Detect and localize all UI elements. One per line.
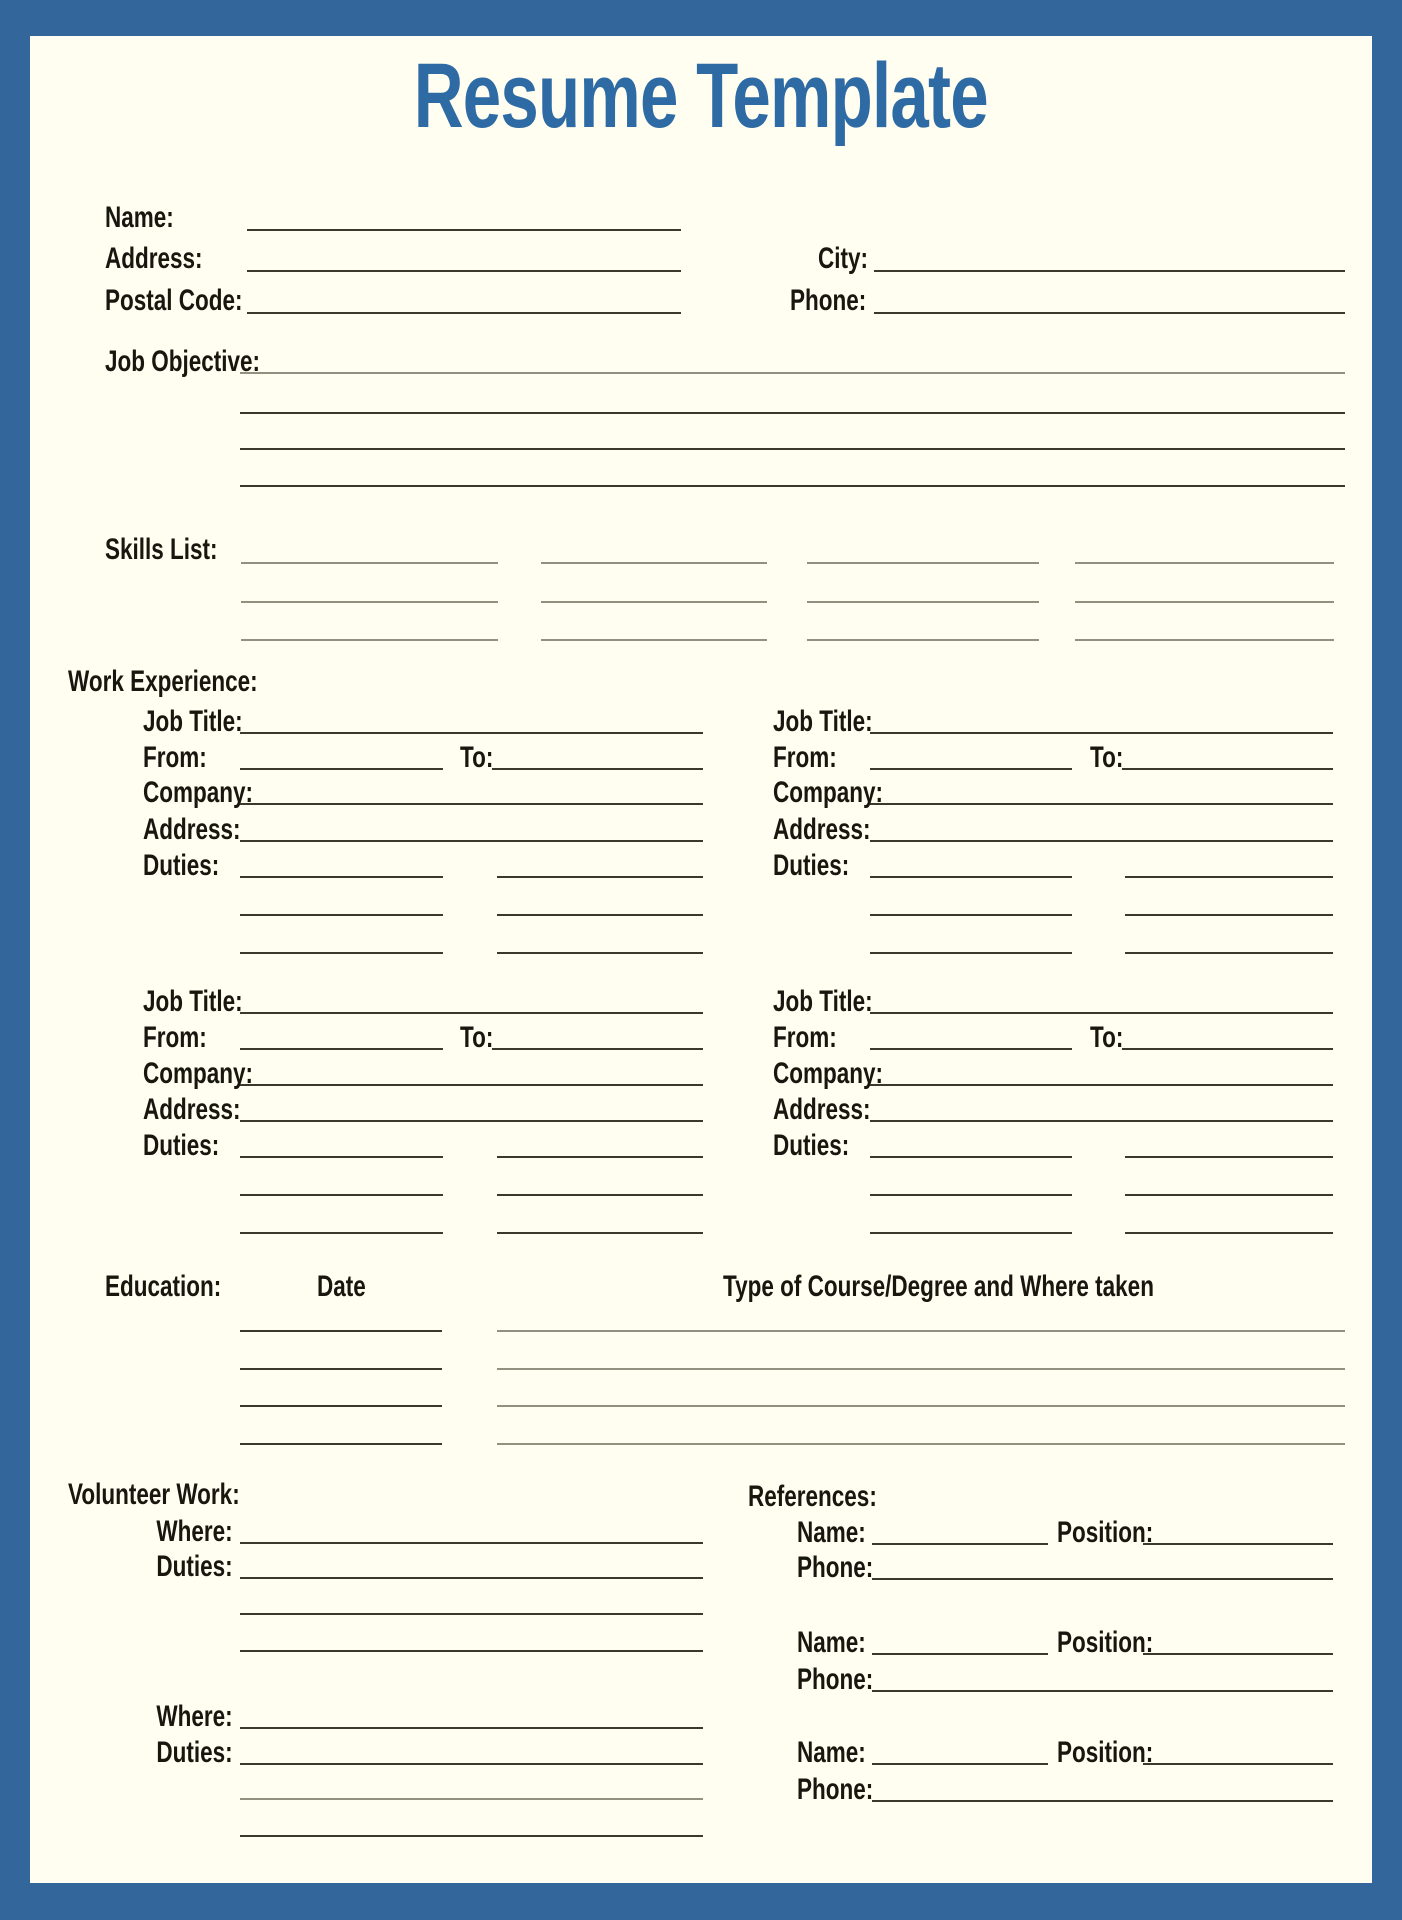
work-address-label: Address: <box>773 1093 871 1126</box>
duties-label: Duties: <box>773 1129 850 1162</box>
reference-position-label: Position: <box>1057 1736 1154 1769</box>
education-course-line[interactable] <box>497 1405 1345 1407</box>
skills-line[interactable] <box>241 601 498 603</box>
job-title-line[interactable] <box>240 732 703 734</box>
reference-phone-label: Phone: <box>797 1773 874 1806</box>
duties-line[interactable] <box>497 1232 703 1234</box>
job-title-label: Job Title: <box>143 705 243 738</box>
volunteer-duties-line[interactable] <box>240 1798 703 1800</box>
duties-line[interactable] <box>497 1156 703 1158</box>
reference-name-line[interactable] <box>872 1543 1048 1545</box>
name-label: Name: <box>105 201 174 234</box>
volunteer-where-label: Where: <box>156 1515 233 1548</box>
job-title-label: Job Title: <box>773 985 873 1018</box>
postal-code-label: Postal Code: <box>105 284 243 317</box>
job-title-line[interactable] <box>240 1012 703 1014</box>
to-label: To: <box>1090 1021 1124 1054</box>
duties-line[interactable] <box>497 914 703 916</box>
from-label: From: <box>143 1021 207 1054</box>
duties-line[interactable] <box>1125 1194 1333 1196</box>
duties-line[interactable] <box>240 952 443 954</box>
volunteer-where-line[interactable] <box>240 1727 703 1729</box>
company-label: Company: <box>773 1057 884 1090</box>
skills-line[interactable] <box>541 562 767 564</box>
volunteer-duties-line[interactable] <box>240 1835 703 1837</box>
reference-position-label: Position: <box>1057 1516 1154 1549</box>
volunteer-where-line[interactable] <box>240 1542 703 1544</box>
skills-line[interactable] <box>807 562 1039 564</box>
skills-list-label: Skills List: <box>105 533 218 566</box>
skills-line[interactable] <box>241 639 498 641</box>
duties-line[interactable] <box>870 952 1072 954</box>
company-label: Company: <box>143 776 254 809</box>
duties-line[interactable] <box>1125 1232 1333 1234</box>
reference-position-label: Position: <box>1057 1626 1154 1659</box>
duties-line[interactable] <box>870 876 1072 878</box>
education-course-header: Type of Course/Degree and Where taken <box>723 1270 1154 1303</box>
from-label: From: <box>773 1021 837 1054</box>
skills-line[interactable] <box>541 601 767 603</box>
reference-phone-line[interactable] <box>872 1690 1333 1692</box>
company-label: Company: <box>143 1057 254 1090</box>
education-date-line[interactable] <box>240 1368 442 1370</box>
postal-code-line[interactable] <box>247 312 681 314</box>
education-course-line[interactable] <box>497 1330 1345 1332</box>
to-label: To: <box>460 1021 494 1054</box>
references-header: References: <box>748 1480 877 1513</box>
duties-line[interactable] <box>240 876 443 878</box>
volunteer-where-label: Where: <box>156 1700 233 1733</box>
duties-line[interactable] <box>240 914 443 916</box>
volunteer-duties-label: Duties: <box>156 1736 233 1769</box>
duties-line[interactable] <box>1125 1156 1333 1158</box>
volunteer-work-header: Volunteer Work: <box>68 1478 240 1511</box>
city-label: City: <box>818 242 869 275</box>
address-label: Address: <box>105 242 203 275</box>
volunteer-duties-line[interactable] <box>240 1577 703 1579</box>
reference-name-label: Name: <box>797 1626 866 1659</box>
to-line[interactable] <box>492 768 703 770</box>
duties-line[interactable] <box>1125 876 1333 878</box>
reference-name-label: Name: <box>797 1516 866 1549</box>
duties-line[interactable] <box>497 952 703 954</box>
to-line[interactable] <box>1122 768 1333 770</box>
company-line[interactable] <box>240 803 703 805</box>
phone-line[interactable] <box>874 312 1345 314</box>
job-objective-line[interactable] <box>240 412 1345 414</box>
duties-label: Duties: <box>143 849 220 882</box>
to-label: To: <box>460 741 494 774</box>
skills-line[interactable] <box>807 639 1039 641</box>
education-date-line[interactable] <box>240 1443 442 1445</box>
education-course-line[interactable] <box>497 1368 1345 1370</box>
page-title-wrap <box>0 45 1402 147</box>
skills-line[interactable] <box>541 639 767 641</box>
work-address-label: Address: <box>773 813 871 846</box>
reference-name-label: Name: <box>797 1736 866 1769</box>
work-address-line[interactable] <box>870 840 1333 842</box>
reference-name-line[interactable] <box>872 1763 1048 1765</box>
duties-label: Duties: <box>773 849 850 882</box>
reference-phone-label: Phone: <box>797 1551 874 1584</box>
job-objective-line[interactable] <box>240 448 1345 450</box>
skills-line[interactable] <box>1075 601 1334 603</box>
work-address-label: Address: <box>143 813 241 846</box>
volunteer-duties-line[interactable] <box>240 1763 703 1765</box>
job-title-label: Job Title: <box>773 705 873 738</box>
duties-line[interactable] <box>870 914 1072 916</box>
duties-line[interactable] <box>497 876 703 878</box>
company-label: Company: <box>773 776 884 809</box>
volunteer-duties-label: Duties: <box>156 1550 233 1583</box>
duties-line[interactable] <box>870 1232 1072 1234</box>
volunteer-duties-line[interactable] <box>240 1613 703 1615</box>
phone-label: Phone: <box>790 284 867 317</box>
city-line[interactable] <box>874 270 1345 272</box>
skills-line[interactable] <box>1075 562 1334 564</box>
reference-phone-line[interactable] <box>872 1578 1333 1580</box>
education-date-line[interactable] <box>240 1330 442 1332</box>
from-label: From: <box>143 741 207 774</box>
skills-line[interactable] <box>241 562 498 564</box>
reference-phone-label: Phone: <box>797 1663 874 1696</box>
duties-label: Duties: <box>143 1129 220 1162</box>
name-line[interactable] <box>247 229 681 231</box>
job-title-line[interactable] <box>870 1012 1333 1014</box>
from-line[interactable] <box>240 1048 443 1050</box>
work-address-line[interactable] <box>870 1120 1333 1122</box>
work-address-line[interactable] <box>240 1120 703 1122</box>
duties-line[interactable] <box>1125 914 1333 916</box>
from-line[interactable] <box>870 768 1072 770</box>
from-line[interactable] <box>870 1048 1072 1050</box>
education-course-line[interactable] <box>497 1443 1345 1445</box>
duties-line[interactable] <box>240 1232 443 1234</box>
job-objective-line[interactable] <box>240 372 1345 374</box>
job-objective-label: Job Objective: <box>105 345 261 378</box>
volunteer-duties-line[interactable] <box>240 1650 703 1652</box>
skills-line[interactable] <box>1075 639 1334 641</box>
reference-name-line[interactable] <box>872 1653 1048 1655</box>
duties-line[interactable] <box>870 1194 1072 1196</box>
to-label: To: <box>1090 741 1124 774</box>
job-title-label: Job Title: <box>143 985 243 1018</box>
duties-line[interactable] <box>497 1194 703 1196</box>
reference-position-line[interactable] <box>1143 1653 1333 1655</box>
job-objective-line[interactable] <box>240 485 1345 487</box>
address-line[interactable] <box>247 270 681 272</box>
reference-phone-line[interactable] <box>872 1800 1333 1802</box>
work-address-line[interactable] <box>240 840 703 842</box>
education-date-line[interactable] <box>240 1405 442 1407</box>
skills-line[interactable] <box>807 601 1039 603</box>
education-header: Education: <box>105 1270 222 1303</box>
company-line[interactable] <box>240 1084 703 1086</box>
to-line[interactable] <box>1122 1048 1333 1050</box>
work-address-label: Address: <box>143 1093 241 1126</box>
company-line[interactable] <box>870 1084 1333 1086</box>
job-title-line[interactable] <box>870 732 1333 734</box>
from-line[interactable] <box>240 768 443 770</box>
to-line[interactable] <box>492 1048 703 1050</box>
duties-line[interactable] <box>240 1156 443 1158</box>
work-experience-header: Work Experience: <box>68 665 258 698</box>
from-label: From: <box>773 741 837 774</box>
education-date-header: Date <box>317 1270 366 1303</box>
duties-line[interactable] <box>1125 952 1333 954</box>
page-title: Resume Template <box>413 45 989 147</box>
duties-line[interactable] <box>240 1194 443 1196</box>
duties-line[interactable] <box>870 1156 1072 1158</box>
reference-position-line[interactable] <box>1143 1763 1333 1765</box>
reference-position-line[interactable] <box>1143 1543 1333 1545</box>
company-line[interactable] <box>870 803 1333 805</box>
